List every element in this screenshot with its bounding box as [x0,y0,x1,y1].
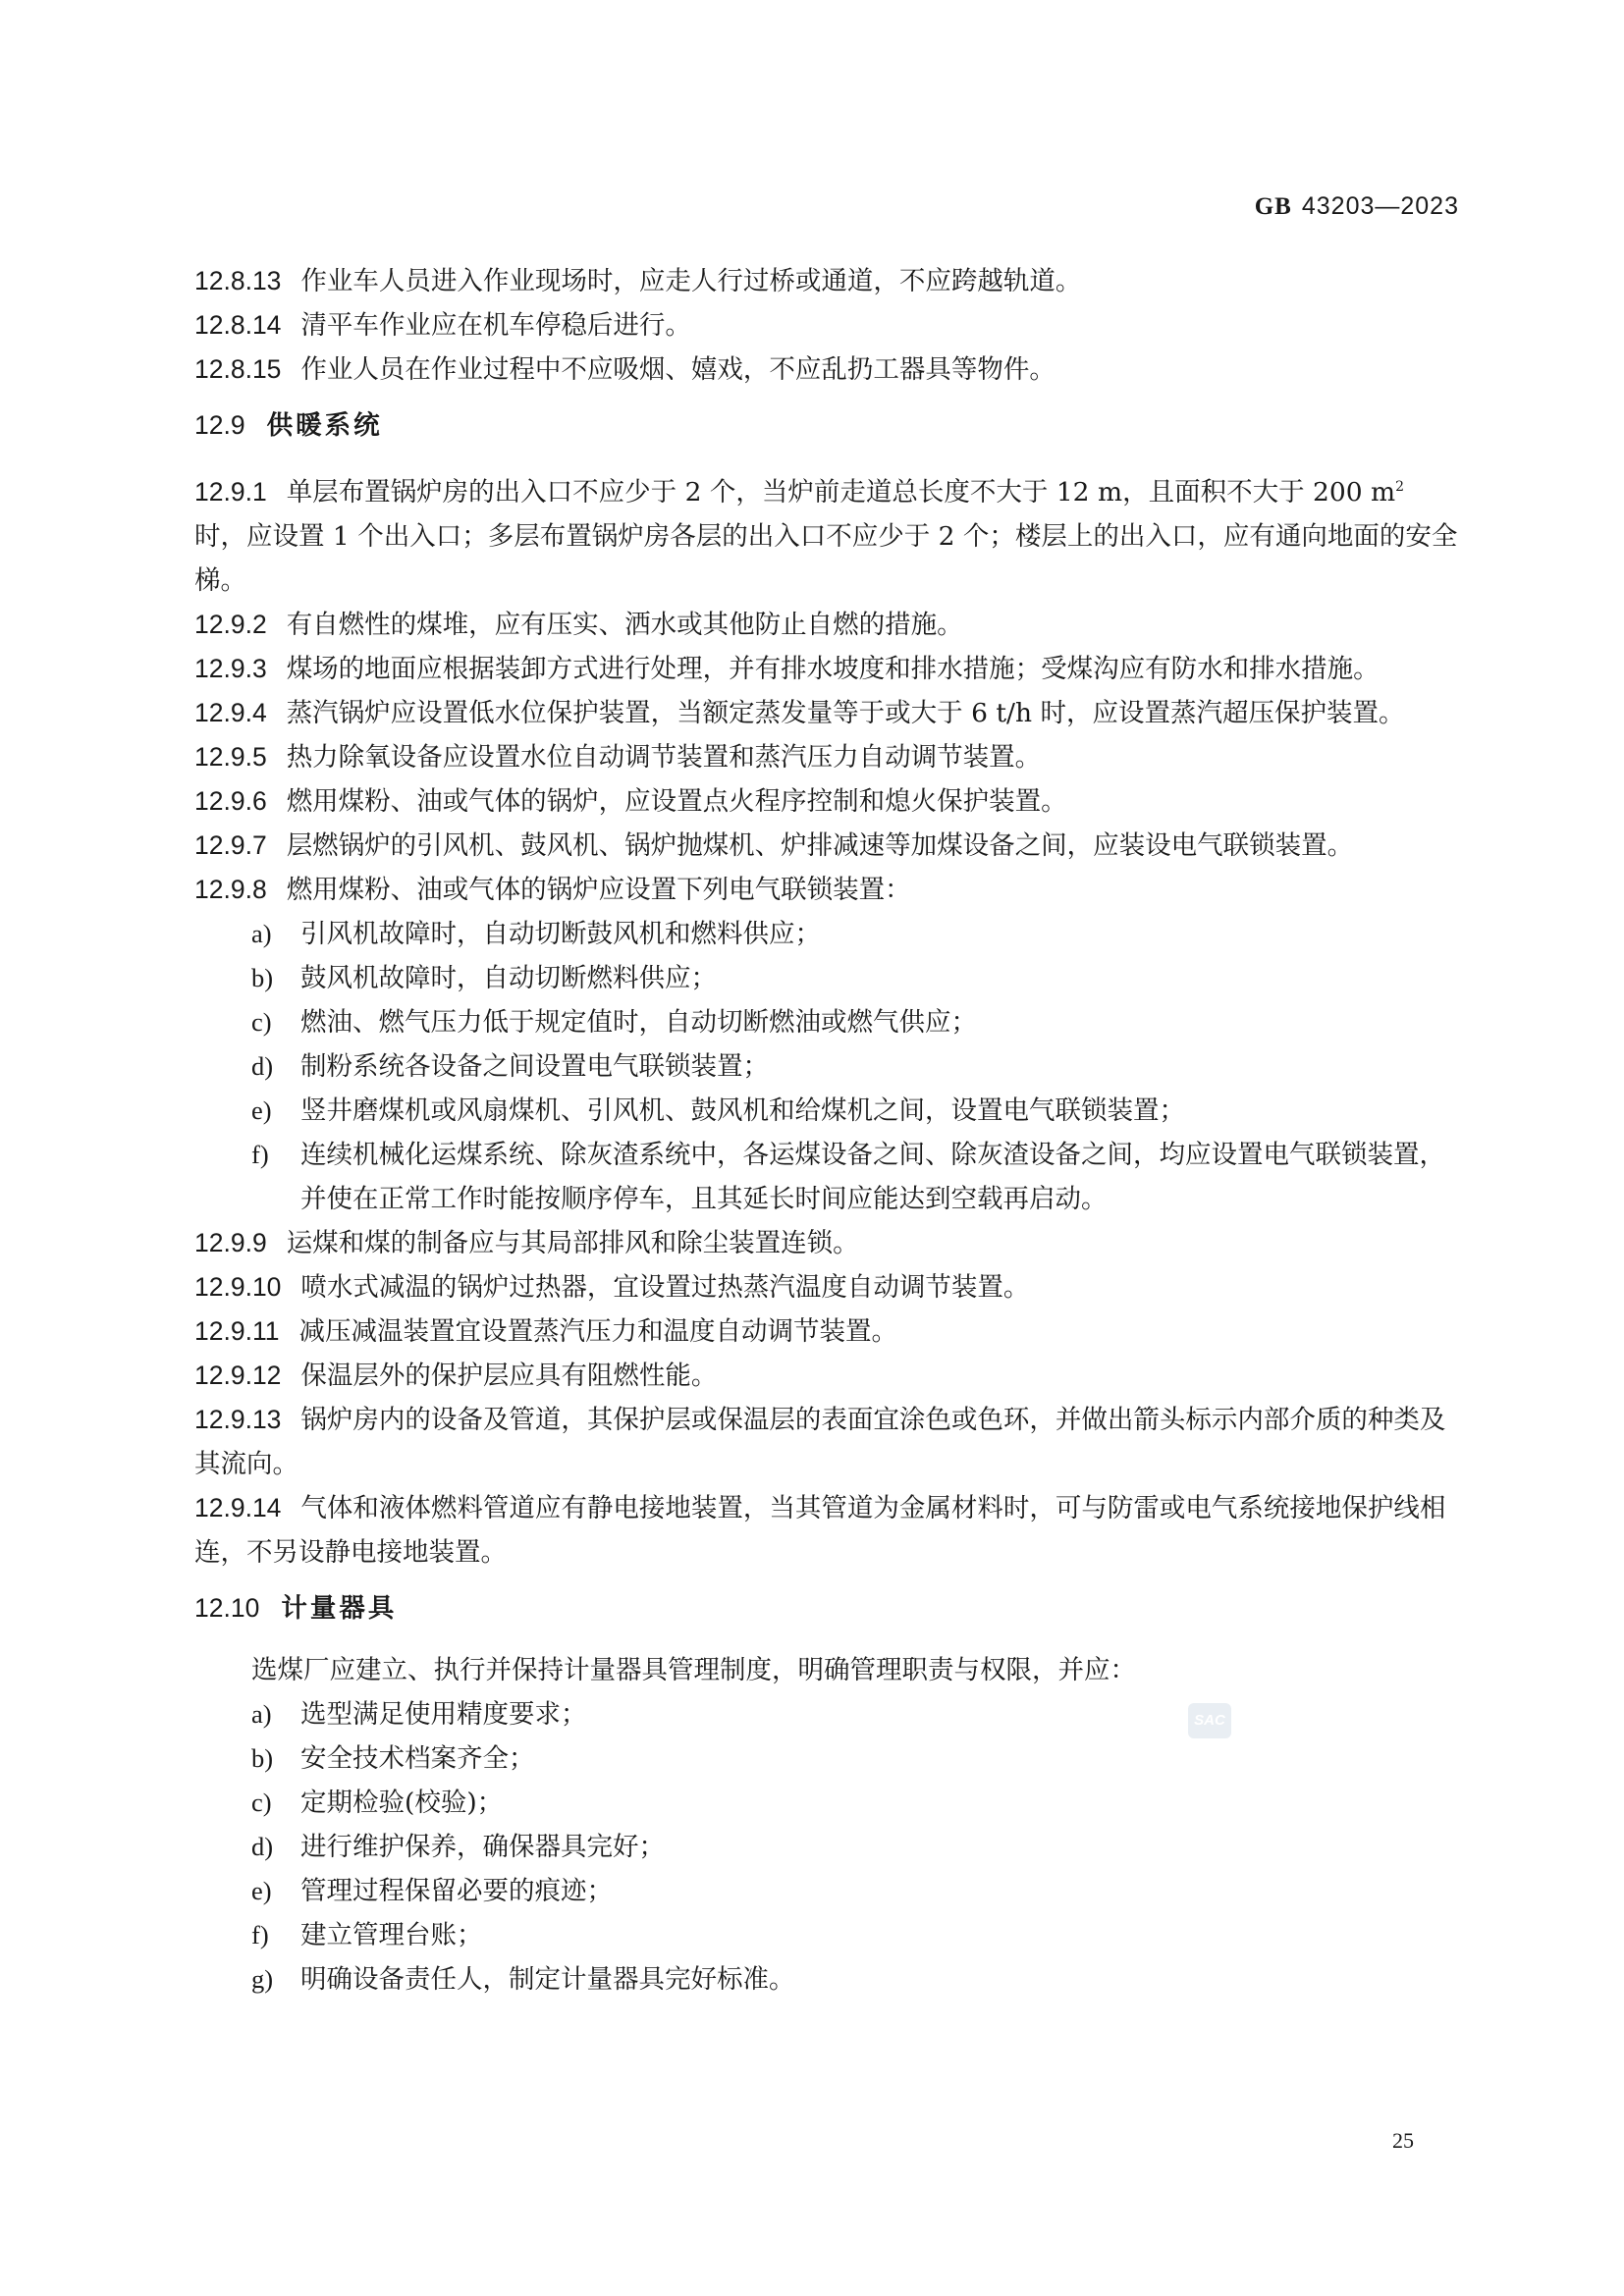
clause-text: 燃用煤粉、油或气体的锅炉应设置下列电气联锁装置： [286,874,911,905]
clause-number: 12.9.14 [194,1492,282,1522]
clause-text: 作业人员在作业过程中不应吸烟、嬉戏，不应乱扔工器具等物件。 [300,354,1056,385]
clause-text: 有自燃性的煤堆，应有压实、洒水或其他防止自燃的措施。 [286,609,963,640]
list-item [194,956,1461,1000]
clause-number: 12.9.1 [194,476,267,507]
clause-text: 燃用煤粉、油或气体的锅炉，应设置点火程序控制和熄火保护装置。 [286,785,1067,817]
clause-number: 12.9.8 [194,874,267,904]
clause [194,259,1461,303]
list-item [194,1781,1461,1825]
clause-text: 时，应设置 1 个出入口；多层布置锅炉房各层的出入口不应少于 2 个；楼层上的出入口，应有通向地面的安全梯。 [194,520,1458,596]
list-item [194,1913,1461,1957]
list-item [194,1869,1461,1913]
list-item [194,1692,1461,1736]
clause [194,691,1461,735]
list-marker: b) [251,1742,274,1773]
list-item [194,1000,1461,1044]
clause-number: 12.9.3 [194,653,267,683]
list-item [194,1089,1461,1133]
section-intro: 选煤厂应建立、执行并保持计量器具管理制度，明确管理职责与权限，并应： [251,1654,1136,1685]
list-text: 进行维护保养，确保器具完好； [300,1831,665,1862]
list-marker: e) [251,1095,272,1125]
list-text: 建立管理台账； [300,1919,483,1950]
clause-number: 12.8.13 [194,266,282,295]
section-number: 12.9 [194,410,245,440]
clause-number: 12.8.14 [194,310,282,340]
list-marker: d) [251,1831,274,1861]
clause-text: 清平车作业应在机车停稳后进行。 [300,310,691,341]
list-marker: c) [251,1787,272,1817]
clause-text: 热力除氧设备应设置水位自动调节装置和蒸汽压力自动调节装置。 [286,741,1042,773]
clause-text: 保温层外的保护层应具有阻燃性能。 [300,1360,718,1391]
clause-text: 运煤和煤的制备应与其局部排风和除尘装置连锁。 [286,1227,859,1258]
clause-number: 12.9.10 [194,1271,282,1302]
list-item [194,912,1461,956]
clause [194,735,1461,779]
superscript: 2 [1395,479,1405,495]
clause [194,1398,1461,1486]
clause [194,1221,1461,1265]
page-content [194,259,1461,2002]
list-text: 安全技术档案齐全； [300,1742,535,1774]
section-number: 12.10 [194,1592,260,1623]
clause-number: 12.9.5 [194,741,267,772]
list-marker: b) [251,962,274,992]
clause-number: 12.9.11 [194,1315,280,1346]
list-marker: c) [251,1006,272,1037]
list-marker: a) [251,1698,272,1729]
clause-number: 12.8.15 [194,354,282,384]
list-text: 引风机故障时，自动切断鼓风机和燃料供应； [300,918,821,949]
list-text: 燃油、燃气压力低于规定值时，自动切断燃油或燃气供应； [300,1006,977,1038]
list-marker: f) [251,1139,269,1169]
clause-text: 作业车人员进入作业现场时，应走人行过桥或通道，不应跨越轨道。 [300,266,1082,296]
clause-text: 减压减温装置宜设置蒸汽压力和温度自动调节装置。 [298,1315,897,1347]
clause [194,647,1461,691]
clause-number: 12.9.9 [194,1227,267,1257]
clause-number: 12.9.2 [194,609,267,639]
list-text: 明确设备责任人，制定计量器具完好标准。 [300,1963,795,1995]
clause-text: 气体和液体燃料管道应有静电接地装置，当其管道为金属材料时，可与防雷或电气系统接地保护线相连，不另设静电接地装置。 [194,1492,1446,1568]
list-text: 选型满足使用精度要求； [300,1698,587,1730]
clause [194,465,1461,603]
clause [194,1309,1461,1354]
list-item [194,1957,1461,2002]
clause-number: 12.9.6 [194,785,267,816]
list-marker: d) [251,1050,274,1081]
clause-text: 煤场的地面应根据装卸方式进行处理，并有排水坡度和排水措施；受煤沟应有防水和排水措施。 [286,653,1380,684]
clause [194,1354,1461,1398]
clause [194,347,1461,392]
clause [194,303,1461,347]
section-heading [194,403,1461,448]
clause-text: 单层布置锅炉房的出入口不应少于 2 个，当炉前走道总长度不大于 12 m，且面积不大于 200 m [286,476,1396,507]
clause-number: 12.9.7 [194,829,267,860]
clause-text: 蒸汽锅炉应设置低水位保护装置，当额定蒸发量等于或大于 6 t/h 时，应设置蒸汽超压保护装置。 [286,697,1405,728]
list-text: 鼓风机故障时，自动切断燃料供应； [300,962,717,993]
list-text: 定期检验(校验)； [300,1787,504,1818]
clause-text: 层燃锅炉的引风机、鼓风机、锅炉抛煤机、炉排减速等加煤设备之间，应装设电气联锁装置。 [286,829,1354,861]
clause-number: 12.9.4 [194,697,267,727]
clause [194,1265,1461,1309]
list-item [194,1133,1461,1221]
clause [194,603,1461,647]
list-text: 竖井磨煤机或风扇煤机、引风机、鼓风机和给煤机之间，设置电气联锁装置； [300,1095,1185,1126]
page-number: 25 [1392,2128,1414,2153]
section-heading [194,1586,1461,1630]
list-marker: g) [251,1963,274,1994]
list-item [194,1736,1461,1781]
clause-text: 喷水式减温的锅炉过热器，宜设置过热蒸汽温度自动调节装置。 [300,1271,1030,1303]
clause [194,779,1461,824]
list-text: 管理过程保留必要的痕迹； [300,1875,613,1906]
standard-code: 43203—2023 [1301,192,1459,220]
list-marker: e) [251,1875,272,1905]
list-text: 制粉系统各设备之间设置电气联锁装置； [300,1050,769,1082]
list-item [194,1044,1461,1089]
clause-text: 锅炉房内的设备及管道，其保护层或保温层的表面宜涂色或色环，并做出箭头标示内部介质的种类及其流向。 [194,1404,1446,1479]
document-header [1255,192,1459,221]
clause [194,1486,1461,1575]
section-title: 计量器具 [281,1592,398,1624]
clause [194,868,1461,912]
section-title: 供暖系统 [266,410,383,441]
clause [194,824,1461,868]
list-marker: a) [251,918,272,948]
standard-prefix: GB [1254,193,1292,220]
clause-number: 12.9.13 [194,1404,282,1434]
list-item [194,1825,1461,1869]
list-marker: f) [251,1919,269,1949]
list-text: 连续机械化运煤系统、除灰渣系统中，各运煤设备之间、除灰渣设备之间，均应设置电气联锁装置，并使在正常工作时能按顺序停车，且其延长时间应能达到空载再启动。 [300,1139,1445,1214]
sac-watermark-logo: SAC [1188,1703,1231,1738]
clause-number: 12.9.12 [194,1360,282,1390]
